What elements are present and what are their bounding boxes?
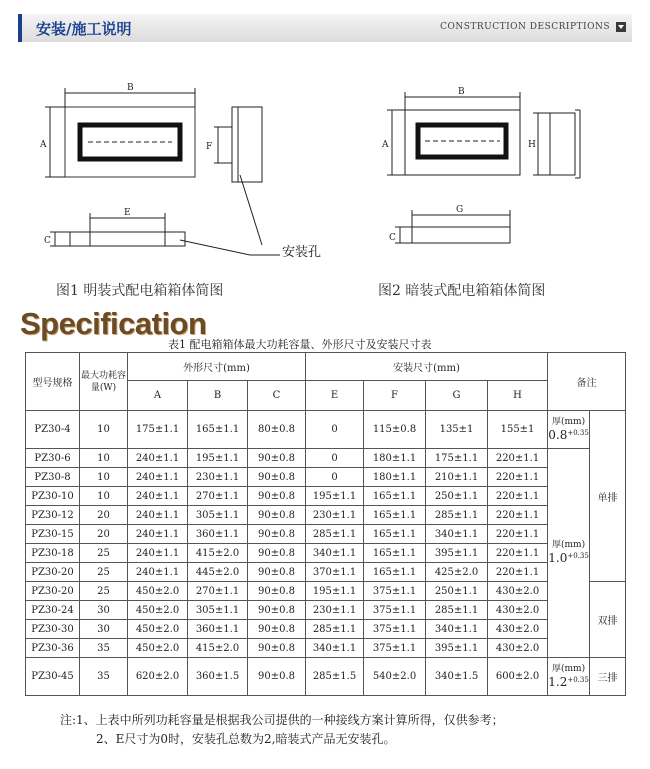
table-cell: 240±1.1 <box>128 487 188 506</box>
table-cell: 360±1.1 <box>188 525 248 544</box>
table-cell: 90±0.8 <box>248 582 306 601</box>
section-header <box>18 14 632 42</box>
table-cell: PZ30-45 <box>26 658 80 696</box>
table-row <box>26 487 626 506</box>
table-cell: 425±2.0 <box>426 563 488 582</box>
header-col-C: C <box>248 381 306 411</box>
thickness-note: 厚(mm) $0.8^{+0.35}$ <box>548 411 590 449</box>
table-row <box>26 449 626 468</box>
header-col-E: E <box>306 381 364 411</box>
figure1-caption: 图1 明装式配电箱箱体简图 <box>56 283 224 299</box>
table-cell: 90±0.8 <box>248 544 306 563</box>
fig1-label-F: F <box>206 142 213 152</box>
table-cell: 395±1.1 <box>426 544 488 563</box>
fig1-label-hole: 安装孔 <box>282 245 322 260</box>
table-cell: 90±0.8 <box>248 487 306 506</box>
table-cell: 10 <box>80 411 128 449</box>
table-cell: 35 <box>80 658 128 696</box>
table-cell: 30 <box>80 601 128 620</box>
figure2-front-view <box>387 92 520 175</box>
table-cell: 90±0.8 <box>248 639 306 658</box>
table-cell: 430±2.0 <box>488 639 548 658</box>
row-type-single: 单排 <box>590 411 626 582</box>
table-cell: 220±1.1 <box>488 468 548 487</box>
table-cell: 25 <box>80 544 128 563</box>
table-cell: 25 <box>80 563 128 582</box>
table-cell: PZ30-6 <box>26 449 80 468</box>
table-cell: 180±1.1 <box>364 449 426 468</box>
table-cell: 135±1 <box>426 411 488 449</box>
table-cell: 220±1.1 <box>488 487 548 506</box>
table-cell: 10 <box>80 487 128 506</box>
table-cell: 370±1.1 <box>306 563 364 582</box>
table-row <box>26 468 626 487</box>
row-type-double: 双排 <box>590 582 626 658</box>
table-cell: PZ30-30 <box>26 620 80 639</box>
table-cell: 30 <box>80 620 128 639</box>
table-cell: 90±0.8 <box>248 525 306 544</box>
table-cell: 195±1.1 <box>306 487 364 506</box>
table-cell: PZ30-18 <box>26 544 80 563</box>
fig2-label-A: A <box>382 140 389 150</box>
table-cell: 450±2.0 <box>128 582 188 601</box>
table-cell: 240±1.1 <box>128 506 188 525</box>
figure1-bottom-view <box>50 175 280 255</box>
table-cell: 375±1.1 <box>364 601 426 620</box>
fig2-label-C: C <box>389 233 396 243</box>
table-cell: 90±0.8 <box>248 601 306 620</box>
figure2-bottom-view <box>395 210 510 243</box>
table-cell: 430±2.0 <box>488 582 548 601</box>
table-cell: 240±1.1 <box>128 563 188 582</box>
table-cell: 375±1.1 <box>364 620 426 639</box>
table-cell: 450±2.0 <box>128 601 188 620</box>
fig1-label-B: B <box>127 83 134 93</box>
header-outer: 外形尺寸(mm) <box>128 353 306 381</box>
table-cell: 220±1.1 <box>488 563 548 582</box>
table-cell: 250±1.1 <box>426 582 488 601</box>
table-cell: 165±1.1 <box>188 411 248 449</box>
table-cell: 285±1.1 <box>306 620 364 639</box>
thickness-note: 厚(mm) $1.0^{+0.35}$ <box>548 449 590 658</box>
section-subtitle: CONSTRUCTION DESCRIPTIONS <box>440 22 610 32</box>
table-cell: 395±1.1 <box>426 639 488 658</box>
table-cell: 220±1.1 <box>488 449 548 468</box>
table-cell: 620±2.0 <box>128 658 188 696</box>
table-cell: 430±2.0 <box>488 601 548 620</box>
table-cell: 90±0.8 <box>248 620 306 639</box>
table-cell: 220±1.1 <box>488 525 548 544</box>
table-cell: 230±1.1 <box>188 468 248 487</box>
table-cell: PZ30-20 <box>26 582 80 601</box>
table-cell: 240±1.1 <box>128 449 188 468</box>
table-cell: 90±0.8 <box>248 658 306 696</box>
fig2-label-G: G <box>456 205 464 215</box>
table-cell: 90±0.8 <box>248 468 306 487</box>
table-cell: 415±2.0 <box>188 639 248 658</box>
table-cell: 90±0.8 <box>248 563 306 582</box>
table-cell: 340±1.5 <box>426 658 488 696</box>
header-col-G: G <box>426 381 488 411</box>
header-col-A: A <box>128 381 188 411</box>
table-cell: 430±2.0 <box>488 620 548 639</box>
table-cell: PZ30-24 <box>26 601 80 620</box>
table-cell: 155±1 <box>488 411 548 449</box>
table-cell: 10 <box>80 468 128 487</box>
table-cell: 360±1.1 <box>188 620 248 639</box>
table-row <box>26 639 626 658</box>
table-cell: 360±1.5 <box>188 658 248 696</box>
fig1-label-C: C <box>44 236 51 246</box>
table-cell: PZ30-10 <box>26 487 80 506</box>
table-cell: 305±1.1 <box>188 506 248 525</box>
table-cell: 165±1.1 <box>364 487 426 506</box>
table-cell: 450±2.0 <box>128 639 188 658</box>
table-cell: 270±1.1 <box>188 582 248 601</box>
table-cell: 375±1.1 <box>364 582 426 601</box>
table-cell: 180±1.1 <box>364 468 426 487</box>
table-cell: 450±2.0 <box>128 620 188 639</box>
table-cell: 540±2.0 <box>364 658 426 696</box>
row-type-triple: 三排 <box>590 658 626 696</box>
table-cell: 240±1.1 <box>128 544 188 563</box>
table-cell: PZ30-36 <box>26 639 80 658</box>
table-cell: 165±1.1 <box>364 525 426 544</box>
table-cell: 0 <box>306 449 364 468</box>
header-model: 型号规格 <box>26 353 80 411</box>
fig2-label-H: H <box>528 140 536 150</box>
table-cell: 340±1.1 <box>306 544 364 563</box>
table-cell: PZ30-12 <box>26 506 80 525</box>
table-cell: PZ30-15 <box>26 525 80 544</box>
fig1-label-E: E <box>124 208 131 218</box>
table-cell: 10 <box>80 449 128 468</box>
table-cell: 195±1.1 <box>306 582 364 601</box>
table-cell: 240±1.1 <box>128 468 188 487</box>
table-cell: 175±1.1 <box>128 411 188 449</box>
table-cell: 90±0.8 <box>248 506 306 525</box>
table-row <box>26 506 626 525</box>
spec-table <box>25 352 626 696</box>
table-cell: 340±1.1 <box>306 639 364 658</box>
table-cell: 195±1.1 <box>188 449 248 468</box>
table-cell: PZ30-20 <box>26 563 80 582</box>
table-cell: 165±1.1 <box>364 544 426 563</box>
table-cell: 230±1.1 <box>306 601 364 620</box>
table-cell: 285±1.5 <box>306 658 364 696</box>
table-cell: 415±2.0 <box>188 544 248 563</box>
table-cell: 285±1.1 <box>306 525 364 544</box>
table-cell: 115±0.8 <box>364 411 426 449</box>
table-cell: PZ30-8 <box>26 468 80 487</box>
table-cell: 340±1.1 <box>426 620 488 639</box>
spec-title: Specification <box>20 306 207 341</box>
fig2-label-B: B <box>458 87 465 97</box>
table-caption: 表1 配电箱箱体最大功耗容量、外形尺寸及安装尺寸表 <box>168 338 432 351</box>
table-cell: 165±1.1 <box>364 563 426 582</box>
table-row <box>26 658 626 696</box>
table-row <box>26 601 626 620</box>
figure1-front-view <box>45 88 195 177</box>
header-col-B: B <box>188 381 248 411</box>
figure1-side-view <box>214 107 262 182</box>
header-col-F: F <box>364 381 426 411</box>
table-row <box>26 582 626 601</box>
table-cell: 600±2.0 <box>488 658 548 696</box>
footnote-2: 2、E尺寸为0时，安装孔总数为2,暗装式产品无安装孔。 <box>96 732 396 746</box>
table-cell: 270±1.1 <box>188 487 248 506</box>
table-cell: 20 <box>80 525 128 544</box>
thickness-note: 厚(mm) $1.2^{+0.35}$ <box>548 658 590 696</box>
table-cell: 220±1.1 <box>488 544 548 563</box>
table-cell: 90±0.8 <box>248 449 306 468</box>
table-cell: 340±1.1 <box>426 525 488 544</box>
table-row <box>26 525 626 544</box>
table-row <box>26 620 626 639</box>
table-cell: 20 <box>80 506 128 525</box>
footnote-1: 注:1、上表中所列功耗容量是根据我公司提供的一种接线方案计算所得，仅供参考； <box>60 713 504 727</box>
table-cell: 305±1.1 <box>188 601 248 620</box>
table-row <box>26 544 626 563</box>
table-row <box>26 563 626 582</box>
header-notes: 备注 <box>548 353 626 411</box>
header-col-H: H <box>488 381 548 411</box>
table-cell: 220±1.1 <box>488 506 548 525</box>
table-cell: 35 <box>80 639 128 658</box>
table-cell: 0 <box>306 411 364 449</box>
box-diagrams <box>0 55 650 305</box>
header-install: 安装尺寸(mm) <box>306 353 548 381</box>
figure2-side-view <box>533 110 580 178</box>
section-title: 安装/施工说明 <box>36 20 132 38</box>
table-cell: 80±0.8 <box>248 411 306 449</box>
table-cell: 25 <box>80 582 128 601</box>
table-cell: PZ30-4 <box>26 411 80 449</box>
header-power: 最大功耗容量(W) <box>80 353 128 411</box>
table-cell: 375±1.1 <box>364 639 426 658</box>
table-cell: 250±1.1 <box>426 487 488 506</box>
table-cell: 285±1.1 <box>426 506 488 525</box>
fig1-label-A: A <box>40 140 47 150</box>
table-cell: 210±1.1 <box>426 468 488 487</box>
table-cell: 230±1.1 <box>306 506 364 525</box>
table-cell: 445±2.0 <box>188 563 248 582</box>
table-cell: 165±1.1 <box>364 506 426 525</box>
expand-icon[interactable] <box>616 22 626 32</box>
table-cell: 175±1.1 <box>426 449 488 468</box>
table-cell: 0 <box>306 468 364 487</box>
table-cell: 240±1.1 <box>128 525 188 544</box>
table-row <box>26 411 626 449</box>
figure2-caption: 图2 暗装式配电箱箱体简图 <box>378 283 546 299</box>
table-cell: 285±1.1 <box>426 601 488 620</box>
